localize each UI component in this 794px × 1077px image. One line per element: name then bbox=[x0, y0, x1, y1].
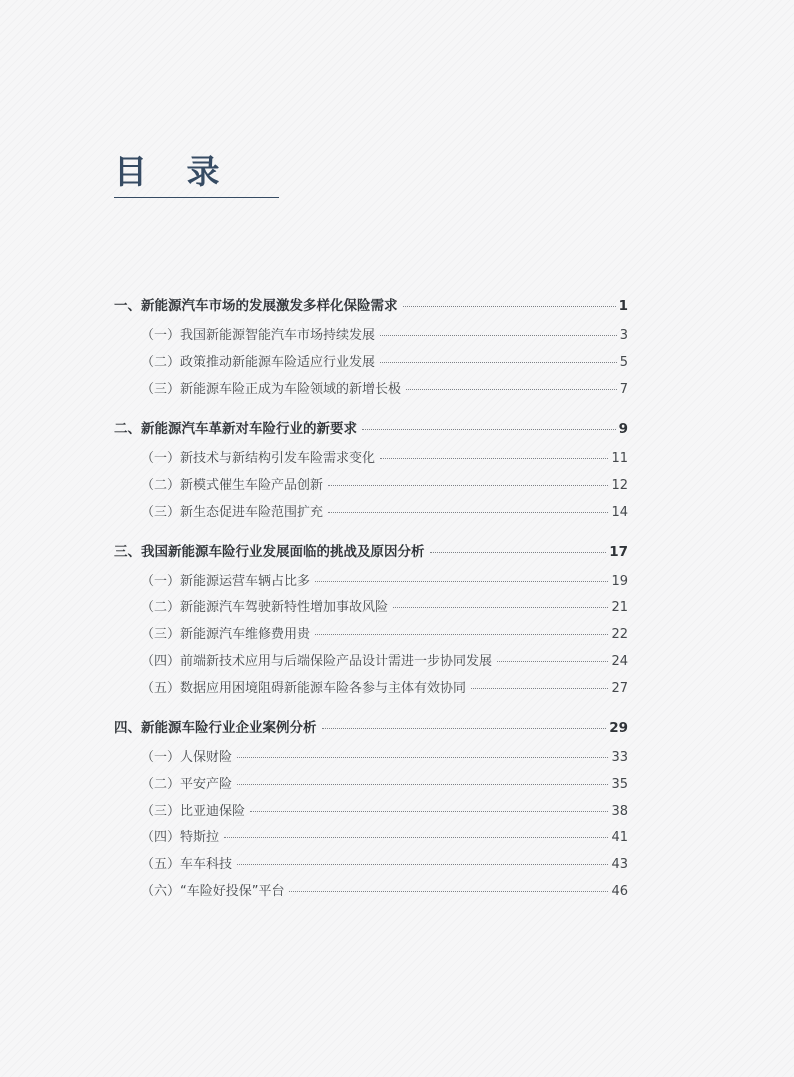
toc-entry-label: （五）车车科技 bbox=[141, 857, 233, 872]
toc-entry-label: （四）前端新技术应用与后端保险产品设计需进一步协同发展 bbox=[141, 654, 493, 669]
toc-page-number: 12 bbox=[611, 478, 628, 493]
toc-entry-label: （一）新技术与新结构引发车险需求变化 bbox=[141, 451, 376, 466]
toc-entry[interactable] bbox=[141, 651, 628, 673]
toc-entry[interactable] bbox=[141, 475, 628, 497]
toc-entry-label: 四、新能源车险行业企业案例分析 bbox=[114, 720, 317, 736]
dot-leader bbox=[315, 581, 608, 582]
toc-page-number: 43 bbox=[611, 857, 628, 872]
toc-entry-label: （三）比亚迪保险 bbox=[141, 804, 246, 819]
toc-entry[interactable] bbox=[141, 624, 628, 646]
toc-entry-label: （二）政策推动新能源车险适应行业发展 bbox=[141, 355, 376, 370]
dot-leader bbox=[380, 458, 608, 459]
toc-entry[interactable] bbox=[141, 325, 628, 347]
dot-leader bbox=[380, 335, 617, 336]
toc-entry[interactable] bbox=[141, 379, 628, 401]
dot-leader bbox=[403, 306, 616, 307]
toc-page-number: 35 bbox=[611, 777, 628, 792]
toc-page-number: 9 bbox=[618, 421, 628, 437]
dot-leader bbox=[380, 362, 617, 363]
toc-entry-label: （一）人保财险 bbox=[141, 750, 233, 765]
toc-page-number: 19 bbox=[611, 574, 628, 589]
toc-entry-label: 一、新能源汽车市场的发展激发多样化保险需求 bbox=[114, 298, 398, 314]
toc-entry-label: 三、我国新能源车险行业发展面临的挑战及原因分析 bbox=[114, 544, 425, 560]
dot-leader bbox=[237, 784, 608, 785]
dot-leader bbox=[406, 389, 617, 390]
dot-leader bbox=[322, 728, 607, 729]
toc-page-number: 17 bbox=[609, 544, 628, 560]
toc-page-number: 3 bbox=[619, 328, 628, 343]
toc-entry[interactable] bbox=[141, 774, 628, 796]
toc-entry[interactable] bbox=[141, 747, 628, 769]
toc-entry-label: （二）新模式催生车险产品创新 bbox=[141, 478, 324, 493]
dot-leader bbox=[237, 757, 608, 758]
toc-entry[interactable] bbox=[141, 352, 628, 374]
toc-entry-label: 二、新能源汽车革新对车险行业的新要求 bbox=[114, 421, 357, 437]
toc-page-number: 22 bbox=[611, 627, 628, 642]
toc-entry-label: （三）新能源车险正成为车险领域的新增长极 bbox=[141, 382, 402, 397]
toc-entry-label: （三）新生态促进车险范围扩充 bbox=[141, 505, 324, 520]
toc-page-number: 46 bbox=[611, 884, 628, 899]
dot-leader bbox=[362, 429, 616, 430]
toc-entry-label: （六）“车险好投保”平台 bbox=[141, 884, 285, 899]
toc-entry-label: （一）我国新能源智能汽车市场持续发展 bbox=[141, 328, 376, 343]
toc-section-2[interactable] bbox=[114, 418, 628, 440]
dot-leader bbox=[430, 552, 607, 553]
dot-leader bbox=[315, 634, 608, 635]
page-title: 目 录 bbox=[114, 152, 234, 191]
dot-leader bbox=[497, 661, 608, 662]
toc-page-number: 21 bbox=[611, 600, 628, 615]
dot-leader bbox=[471, 688, 608, 689]
toc-entry-label: （二）平安产险 bbox=[141, 777, 233, 792]
dot-leader bbox=[224, 837, 608, 838]
toc-page-number: 24 bbox=[611, 654, 628, 669]
toc-entry[interactable] bbox=[141, 881, 628, 903]
toc-entry-label: （五）数据应用困境阻碍新能源车险各参与主体有效协同 bbox=[141, 681, 467, 696]
toc-page-number: 33 bbox=[611, 750, 628, 765]
toc-page-number: 7 bbox=[619, 382, 628, 397]
toc-entry[interactable] bbox=[141, 597, 628, 619]
toc-page-number: 1 bbox=[618, 298, 628, 314]
toc-entry[interactable] bbox=[141, 827, 628, 849]
toc-page-number: 27 bbox=[611, 681, 628, 696]
toc-section-3[interactable] bbox=[114, 541, 628, 563]
toc-entry[interactable] bbox=[141, 571, 628, 593]
toc-entry[interactable] bbox=[141, 448, 628, 470]
toc-page-number: 14 bbox=[611, 505, 628, 520]
toc-entry-label: （四）特斯拉 bbox=[141, 830, 220, 845]
toc-page-number: 11 bbox=[611, 451, 628, 466]
toc-entry[interactable] bbox=[141, 854, 628, 876]
dot-leader bbox=[328, 485, 608, 486]
dot-leader bbox=[250, 811, 608, 812]
toc-entry-label: （一）新能源运营车辆占比多 bbox=[141, 574, 311, 589]
dot-leader bbox=[289, 891, 608, 892]
toc-page-number: 29 bbox=[609, 720, 628, 736]
toc-entry-label: （二）新能源汽车驾驶新特性增加事故风险 bbox=[141, 600, 389, 615]
toc-page-number: 5 bbox=[619, 355, 628, 370]
toc-entry[interactable] bbox=[141, 678, 628, 700]
toc-entry[interactable] bbox=[141, 801, 628, 823]
dot-leader bbox=[328, 512, 608, 513]
toc-entry[interactable] bbox=[141, 502, 628, 524]
toc-section-1[interactable] bbox=[114, 295, 628, 317]
toc-entry-label: （三）新能源汽车维修费用贵 bbox=[141, 627, 311, 642]
toc-page-number: 38 bbox=[611, 804, 628, 819]
dot-leader bbox=[237, 864, 608, 865]
dot-leader bbox=[393, 607, 608, 608]
toc-page-number: 41 bbox=[611, 830, 628, 845]
toc-section-4[interactable] bbox=[114, 717, 628, 739]
